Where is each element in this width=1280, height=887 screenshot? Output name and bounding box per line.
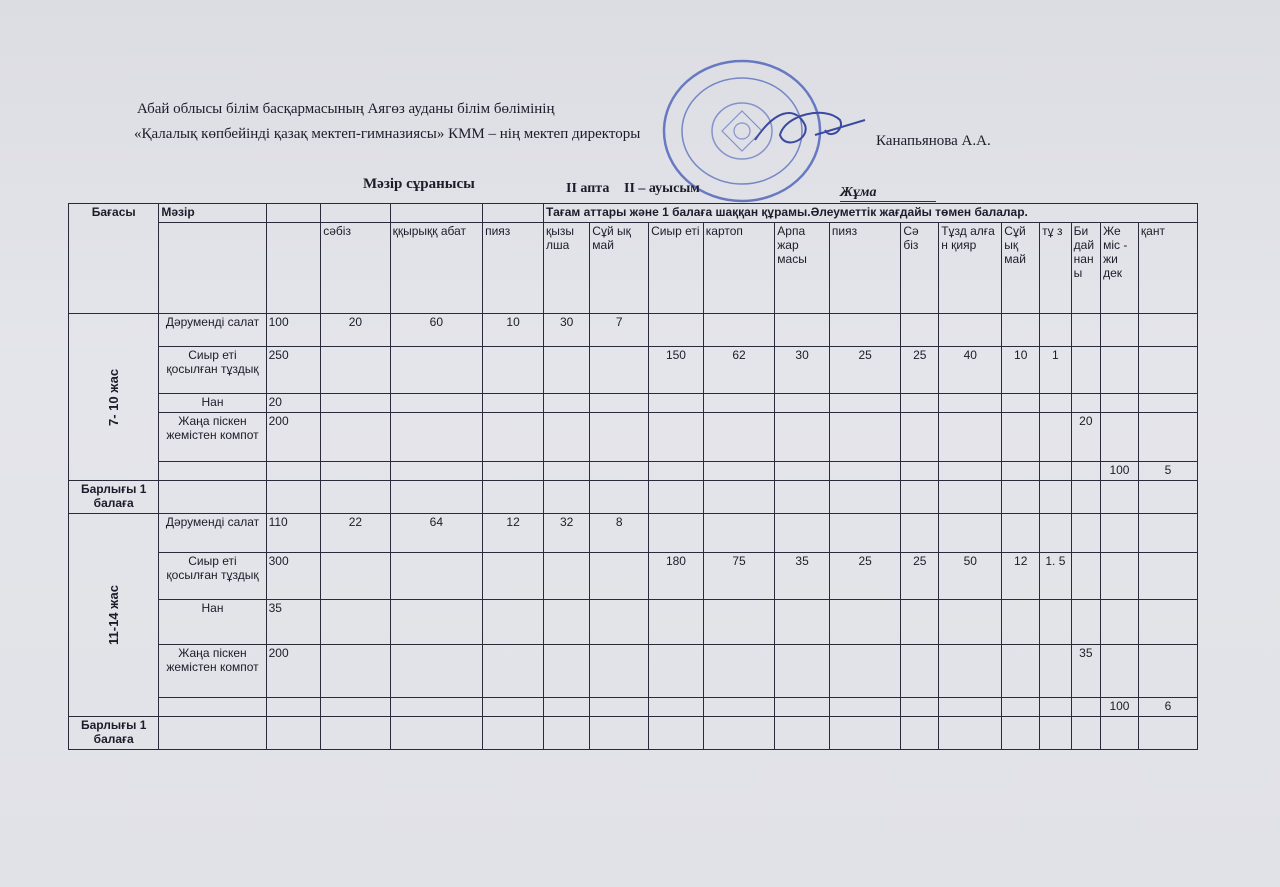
- ingredient-amount: [321, 413, 390, 462]
- director-signature: [745, 100, 875, 160]
- ingredient-amount: 30: [775, 347, 830, 394]
- ingredient-amount: [544, 413, 590, 462]
- ingredient-amount: [483, 698, 544, 717]
- ingredient-amount: [1071, 698, 1100, 717]
- ingredient-amount: [1002, 462, 1040, 481]
- ingredient-amount: [901, 600, 939, 645]
- ingredient-amount: [1101, 645, 1139, 698]
- ingredient-amount: [483, 462, 544, 481]
- table-cell: [649, 717, 704, 750]
- dish-name: Дәруменді салат: [159, 314, 266, 347]
- table-cell: [829, 481, 900, 514]
- ingredient-amount: [321, 645, 390, 698]
- ingredient-amount: [775, 600, 830, 645]
- table-cell: [159, 717, 266, 750]
- dish-weight: [266, 462, 321, 481]
- ingredient-amount: 8: [590, 514, 649, 553]
- ingredient-amount: [649, 600, 704, 645]
- day-label: Жұма: [840, 185, 936, 202]
- table-row: [69, 314, 1198, 347]
- ingredient-amount: [390, 698, 482, 717]
- ingredient-amount: [544, 600, 590, 645]
- ingredient-amount: [483, 645, 544, 698]
- ingredient-amount: [1138, 394, 1197, 413]
- ingredient-amount: [1040, 645, 1072, 698]
- ingredient-amount: [483, 347, 544, 394]
- ingredient-amount: [829, 698, 900, 717]
- table-cell: [829, 717, 900, 750]
- ingredient-amount: [1138, 314, 1197, 347]
- ingredient-amount: 22: [321, 514, 390, 553]
- ingredient-amount: 6: [1138, 698, 1197, 717]
- menu-title: Мәзір сұранысы: [363, 176, 475, 192]
- table-row: [69, 600, 1198, 645]
- ingredient-amount: [703, 600, 774, 645]
- ingredient-amount: [1071, 347, 1100, 394]
- ingredient-amount: [390, 394, 482, 413]
- ingredient-amount: 25: [829, 553, 900, 600]
- ingredient-amount: 20: [1071, 413, 1100, 462]
- table-cell: [390, 204, 482, 223]
- ingredient-amount: [1101, 553, 1139, 600]
- ingredient-header: Би дай нан ы: [1071, 223, 1100, 314]
- dish-weight: 35: [266, 600, 321, 645]
- ingredient-amount: [544, 645, 590, 698]
- ingredient-amount: [1101, 347, 1139, 394]
- ingredient-amount: [939, 600, 1002, 645]
- ingredient-amount: [1040, 413, 1072, 462]
- ingredients-row: [69, 223, 1198, 314]
- table-cell: [1138, 481, 1197, 514]
- ingredient-amount: [649, 514, 704, 553]
- ingredient-amount: [590, 645, 649, 698]
- table-cell: [544, 481, 590, 514]
- table-cell: [390, 481, 482, 514]
- dish-weight: 200: [266, 645, 321, 698]
- table-cell: [1071, 717, 1100, 750]
- ingredient-header: Арпа жар масы: [775, 223, 830, 314]
- ingredient-amount: 75: [703, 553, 774, 600]
- ingredient-amount: [1040, 600, 1072, 645]
- dish-name: Нан: [159, 600, 266, 645]
- table-row: [69, 514, 1198, 553]
- ingredient-header: Сиыр еті: [649, 223, 704, 314]
- ingredient-header: картоп: [703, 223, 774, 314]
- ingredient-amount: [775, 413, 830, 462]
- table-cell: [775, 717, 830, 750]
- ingredient-amount: 35: [775, 553, 830, 600]
- ingredient-amount: [321, 553, 390, 600]
- ingredient-amount: [703, 698, 774, 717]
- ingredient-amount: [590, 347, 649, 394]
- shift-label: II – ауысым: [624, 181, 700, 196]
- ingredient-amount: 5: [1138, 462, 1197, 481]
- dish-weight: 250: [266, 347, 321, 394]
- ingredient-amount: [1040, 462, 1072, 481]
- ingredient-amount: 35: [1071, 645, 1100, 698]
- dish-name: Дәруменді салат: [159, 514, 266, 553]
- ingredient-header: сәбіз: [321, 223, 390, 314]
- ingredient-amount: [321, 347, 390, 394]
- ingredient-amount: [829, 645, 900, 698]
- ingredient-amount: [901, 413, 939, 462]
- dish-name: Нан: [159, 394, 266, 413]
- ingredient-amount: [829, 600, 900, 645]
- ingredient-amount: 20: [321, 314, 390, 347]
- ingredient-amount: [775, 394, 830, 413]
- menu-table: [68, 203, 1198, 750]
- ingredient-amount: [321, 394, 390, 413]
- ingredient-amount: [939, 462, 1002, 481]
- table-cell: [939, 717, 1002, 750]
- dish-weight: [266, 698, 321, 717]
- ingredient-amount: [390, 347, 482, 394]
- dish-name: Жаңа піскен жемістен компот: [159, 413, 266, 462]
- ingredient-amount: [483, 553, 544, 600]
- ingredient-amount: [775, 698, 830, 717]
- ingredient-amount: [901, 462, 939, 481]
- ingredient-amount: [1002, 514, 1040, 553]
- ingredient-amount: [1101, 394, 1139, 413]
- table-cell: [266, 204, 321, 223]
- ingredient-amount: [1101, 514, 1139, 553]
- ingredient-header: Сұй ық май: [590, 223, 649, 314]
- table-cell: [1002, 481, 1040, 514]
- dish-weight: 20: [266, 394, 321, 413]
- table-cell: [703, 717, 774, 750]
- ingredient-amount: [321, 462, 390, 481]
- ingredient-amount: [1138, 413, 1197, 462]
- header-row: [69, 204, 1198, 223]
- ingredient-amount: [390, 553, 482, 600]
- table-cell: [1071, 481, 1100, 514]
- ingredient-amount: 1: [1040, 347, 1072, 394]
- table-row: [69, 413, 1198, 462]
- age-group-label: 11-14 жас: [69, 514, 159, 717]
- dish-weight: 200: [266, 413, 321, 462]
- ingredient-amount: [649, 462, 704, 481]
- ingredient-amount: [321, 600, 390, 645]
- ingredient-amount: [390, 600, 482, 645]
- table-cell: [775, 481, 830, 514]
- ingredient-amount: [1040, 314, 1072, 347]
- ingredient-amount: [1040, 698, 1072, 717]
- ingredient-amount: [1101, 600, 1139, 645]
- ingredient-header: Сұй ық май: [1002, 223, 1040, 314]
- ingredient-header: Же міс - жи дек: [1101, 223, 1139, 314]
- ingredient-amount: [1002, 645, 1040, 698]
- ingredient-amount: 40: [939, 347, 1002, 394]
- ingredient-amount: [1071, 514, 1100, 553]
- ingredient-amount: [1002, 314, 1040, 347]
- table-cell: [703, 481, 774, 514]
- ingredient-amount: 12: [1002, 553, 1040, 600]
- table-cell: [1002, 717, 1040, 750]
- ingredient-amount: [1040, 394, 1072, 413]
- table-cell: [544, 717, 590, 750]
- table-row: [69, 394, 1198, 413]
- table-cell: [159, 481, 266, 514]
- ingredient-amount: [544, 394, 590, 413]
- ingredient-amount: [544, 553, 590, 600]
- ingredient-amount: [703, 514, 774, 553]
- ingredient-amount: [1071, 314, 1100, 347]
- table-row: [69, 698, 1198, 717]
- ingredient-amount: [590, 553, 649, 600]
- ingredient-amount: [703, 645, 774, 698]
- ingredient-amount: [649, 413, 704, 462]
- ingredient-amount: [829, 462, 900, 481]
- ingredient-amount: 150: [649, 347, 704, 394]
- ingredient-amount: [1002, 698, 1040, 717]
- ingredient-amount: [901, 645, 939, 698]
- ingredient-amount: 7: [590, 314, 649, 347]
- col-menu-header: Мәзір: [159, 204, 266, 223]
- table-cell: [483, 204, 544, 223]
- ingredient-amount: [829, 394, 900, 413]
- ingredient-amount: [1002, 413, 1040, 462]
- dish-name: [159, 462, 266, 481]
- ingredient-amount: [939, 413, 1002, 462]
- ingredient-amount: 25: [901, 347, 939, 394]
- ingredient-amount: [703, 413, 774, 462]
- ingredient-header: қант: [1138, 223, 1197, 314]
- ingredient-amount: [321, 698, 390, 717]
- ingredient-amount: [483, 394, 544, 413]
- ingredient-amount: [590, 698, 649, 717]
- ingredient-amount: [1138, 600, 1197, 645]
- table-cell: [159, 223, 266, 314]
- total-row: [69, 717, 1198, 750]
- ingredient-amount: [590, 462, 649, 481]
- ingredient-amount: 64: [390, 514, 482, 553]
- total-label: Барлығы 1 балаға: [69, 481, 159, 514]
- ingredient-amount: [649, 394, 704, 413]
- ingredient-amount: [1138, 347, 1197, 394]
- header-line-2: «Қалалық көпбейінді қазақ мектеп-гимназиясы» КММ – нің мектеп директоры: [134, 126, 641, 142]
- ingredient-amount: [1002, 394, 1040, 413]
- ingredient-amount: [1040, 514, 1072, 553]
- ingredient-amount: 180: [649, 553, 704, 600]
- table-cell: [590, 717, 649, 750]
- ingredient-amount: [590, 600, 649, 645]
- table-cell: [939, 481, 1002, 514]
- ingredient-amount: [1101, 314, 1139, 347]
- ingredient-amount: [1071, 462, 1100, 481]
- ingredient-amount: [390, 645, 482, 698]
- composition-title: Тағам аттары және 1 балаға шаққан құрамы.Әлеуметтік жағдайы төмен балалар.: [544, 204, 1198, 223]
- ingredient-amount: [1071, 553, 1100, 600]
- ingredient-amount: 1. 5: [1040, 553, 1072, 600]
- table-cell: [321, 717, 390, 750]
- ingredient-amount: [544, 698, 590, 717]
- ingredient-header: Тұзд алға н қияр: [939, 223, 1002, 314]
- ingredient-amount: [649, 645, 704, 698]
- table-cell: [1040, 481, 1072, 514]
- week-label: II апта: [566, 181, 610, 196]
- dish-weight: 300: [266, 553, 321, 600]
- ingredient-amount: [1071, 600, 1100, 645]
- table-row: [69, 347, 1198, 394]
- ingredient-amount: [649, 698, 704, 717]
- dish-weight: 100: [266, 314, 321, 347]
- ingredient-amount: [1138, 514, 1197, 553]
- ingredient-amount: 10: [1002, 347, 1040, 394]
- ingredient-amount: [1002, 600, 1040, 645]
- table-cell: [321, 204, 390, 223]
- ingredient-amount: 25: [829, 347, 900, 394]
- ingredient-amount: [775, 514, 830, 553]
- ingredient-amount: [901, 514, 939, 553]
- table-row: [69, 462, 1198, 481]
- ingredient-amount: [1101, 413, 1139, 462]
- ingredient-amount: 100: [1101, 462, 1139, 481]
- ingredient-amount: [1138, 645, 1197, 698]
- table-cell: [483, 481, 544, 514]
- ingredient-header: Сә біз: [901, 223, 939, 314]
- total-label: Барлығы 1 балаға: [69, 717, 159, 750]
- table-cell: [1040, 717, 1072, 750]
- ingredient-amount: [1138, 553, 1197, 600]
- col-price-header: Бағасы: [69, 204, 159, 314]
- ingredient-amount: [703, 314, 774, 347]
- ingredient-amount: [939, 698, 1002, 717]
- ingredient-header: пияз: [483, 223, 544, 314]
- ingredient-amount: [590, 413, 649, 462]
- ingredient-amount: 60: [390, 314, 482, 347]
- dish-name: Сиыр еті қосылған тұздық: [159, 347, 266, 394]
- table-cell: [901, 717, 939, 750]
- ingredient-amount: [544, 462, 590, 481]
- ingredient-amount: [901, 698, 939, 717]
- ingredient-amount: [939, 314, 1002, 347]
- ingredient-amount: 62: [703, 347, 774, 394]
- ingredient-amount: [775, 462, 830, 481]
- table-cell: [266, 223, 321, 314]
- ingredient-amount: [390, 462, 482, 481]
- ingredient-amount: 100: [1101, 698, 1139, 717]
- ingredient-amount: [390, 413, 482, 462]
- ingredient-amount: 25: [901, 553, 939, 600]
- ingredient-amount: 10: [483, 314, 544, 347]
- ingredient-amount: 12: [483, 514, 544, 553]
- ingredient-amount: 30: [544, 314, 590, 347]
- ingredient-amount: [829, 514, 900, 553]
- table-cell: [901, 481, 939, 514]
- table-cell: [483, 717, 544, 750]
- ingredient-amount: [590, 394, 649, 413]
- table-row: [69, 553, 1198, 600]
- ingredient-amount: [901, 314, 939, 347]
- table-cell: [321, 481, 390, 514]
- ingredient-amount: [703, 394, 774, 413]
- ingredient-amount: [829, 314, 900, 347]
- ingredient-amount: [703, 462, 774, 481]
- ingredient-amount: [1071, 394, 1100, 413]
- ingredient-amount: 32: [544, 514, 590, 553]
- ingredient-header: қызы лша: [544, 223, 590, 314]
- header-line-1: Абай облысы білім басқармасының Аягөз ауданы білім бөлімінің: [137, 101, 555, 117]
- ingredient-amount: [939, 645, 1002, 698]
- age-group-label: 7- 10 жас: [69, 314, 159, 481]
- table-cell: [649, 481, 704, 514]
- ingredient-header: пияз: [829, 223, 900, 314]
- table-cell: [1101, 717, 1139, 750]
- ingredient-amount: [829, 413, 900, 462]
- ingredient-header: ққырыққ абат: [390, 223, 482, 314]
- table-row: [69, 645, 1198, 698]
- director-name: Канапьянова А.А.: [876, 133, 991, 149]
- dish-name: [159, 698, 266, 717]
- ingredient-header: тұ з: [1040, 223, 1072, 314]
- ingredient-amount: [775, 645, 830, 698]
- ingredient-amount: [901, 394, 939, 413]
- total-row: [69, 481, 1198, 514]
- ingredient-amount: [544, 347, 590, 394]
- ingredient-amount: [649, 314, 704, 347]
- dish-weight: 110: [266, 514, 321, 553]
- table-cell: [1138, 717, 1197, 750]
- table-cell: [266, 481, 321, 514]
- table-cell: [266, 717, 321, 750]
- ingredient-amount: [939, 514, 1002, 553]
- ingredient-amount: [483, 413, 544, 462]
- dish-name: Сиыр еті қосылған тұздық: [159, 553, 266, 600]
- dish-name: Жаңа піскен жемістен компот: [159, 645, 266, 698]
- table-cell: [1101, 481, 1139, 514]
- ingredient-amount: 50: [939, 553, 1002, 600]
- table-cell: [590, 481, 649, 514]
- ingredient-amount: [775, 314, 830, 347]
- table-cell: [390, 717, 482, 750]
- ingredient-amount: [939, 394, 1002, 413]
- ingredient-amount: [483, 600, 544, 645]
